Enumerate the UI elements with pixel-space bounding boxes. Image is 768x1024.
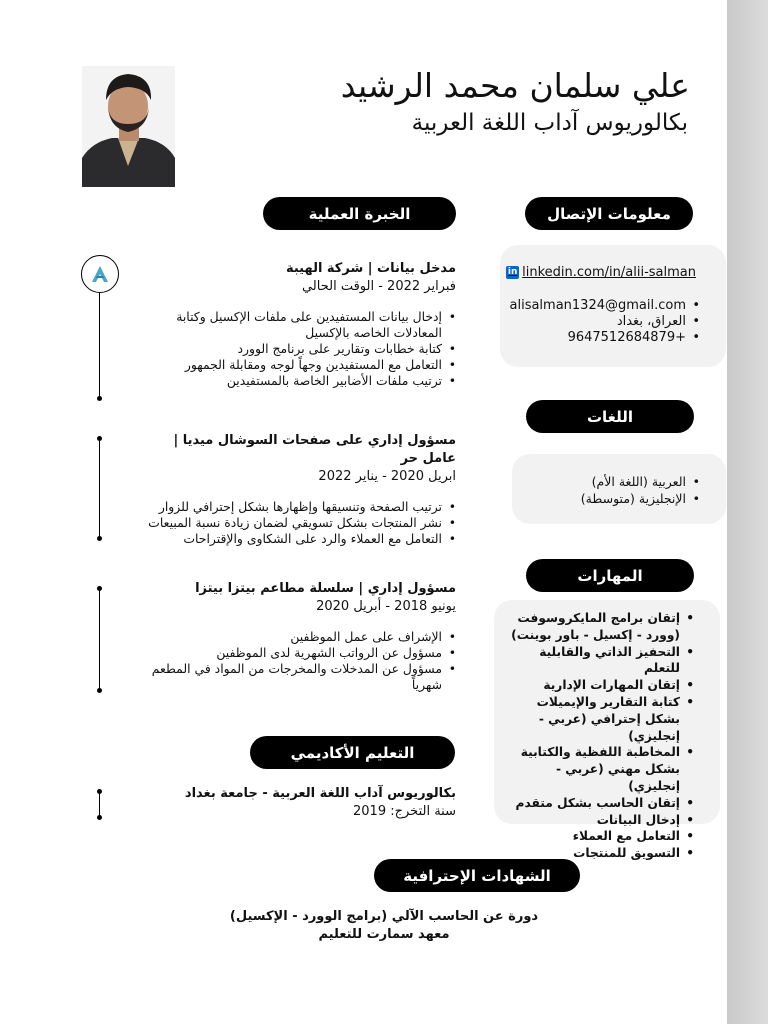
side-strip <box>727 0 768 1024</box>
job-date: ابريل 2020 - يناير 2022 <box>318 469 456 484</box>
duty-item: • ترتيب الصفحة وتنسيقها وإظهارها بشكل إحترافي للزوار <box>136 499 456 515</box>
education-heading: التعليم الأكاديمي <box>250 736 455 769</box>
timeline-dot <box>97 536 102 541</box>
timeline-line <box>99 588 100 690</box>
duty-item: • التعامل مع العملاء والرد على الشكاوى والإقتراحات <box>136 531 456 547</box>
skill-item: • كتابة التقارير والإيميلات بشكل إحترافي (عربي - إنجليزي) <box>508 694 694 744</box>
certificate-institute: معهد سمارت للتعليم <box>318 927 450 942</box>
contact-card <box>500 245 726 367</box>
graduation-year: سنة التخرج: 2019 <box>353 804 456 819</box>
timeline-dot <box>97 688 102 693</box>
certificate-course: دورة عن الحاسب الآلي (برامج الوورد - الإكسيل) <box>229 909 539 924</box>
contact-heading: معلومات الإتصال <box>525 197 693 230</box>
duty-item: • إدخال بيانات المستفيدين على ملفات الإكسيل وكتابة المعادلات الخاصه بالإكسيل <box>136 309 456 341</box>
experience-heading: الخبرة العملية <box>263 197 456 230</box>
experience-entry <box>136 432 456 547</box>
duty-item: • كتابة خطابات وتقارير على برنامج الوورد <box>136 341 456 357</box>
timeline-line <box>99 791 100 817</box>
job-title: مسؤول إداري | سلسلة مطاعم بيتزا بيتزا <box>195 581 456 596</box>
duty-item: • ترتيب ملفات الأضابير الخاصة بالمستفيدين <box>136 373 456 389</box>
duty-item: • الإشراف على عمل الموظفين <box>136 629 456 645</box>
language-item: • العربية (اللغة الأم) <box>581 473 700 490</box>
skill-item: • التحفيز الذاتي والقابلية للتعلم <box>508 644 694 678</box>
location: • العراق، بغداد <box>510 314 701 330</box>
duty-item: • مسؤول عن المدخلات والمخرجات من المواد في المطعم شهرياً <box>136 661 456 693</box>
job-duties <box>136 629 456 693</box>
languages-list <box>581 473 700 507</box>
education-entry <box>136 785 456 834</box>
education-title: بكالوريوس آداب اللغة العربية - جامعة بغداد <box>184 786 456 801</box>
linkedin-link[interactable] <box>506 265 696 280</box>
duty-item: • نشر المنتجات بشكل تسويقي لضمان زيادة نسبة المبيعات <box>136 515 456 531</box>
skill-item: • إتقان المهارات الإدارية <box>508 677 694 694</box>
skill-item: • إتقان الحاسب بشكل متقدم <box>508 795 694 812</box>
job-date: يونيو 2018 - أبريل 2020 <box>316 599 456 614</box>
skill-item: • التعامل مع العملاء <box>508 828 694 845</box>
job-duties <box>136 309 456 389</box>
linkedin-icon: in <box>507 267 518 277</box>
skills-heading: المهارات <box>526 559 694 592</box>
skills-card <box>494 600 720 861</box>
job-title: مدخل بيانات | شركة الهيبة <box>285 261 456 276</box>
timeline-line <box>99 438 100 538</box>
duty-item: • التعامل مع المستفيدين وجهاً لوجه ومقابلة الجمهور <box>136 357 456 373</box>
experience-entry <box>136 260 456 389</box>
contact-list <box>510 298 701 346</box>
job-title: مسؤول إداري على صفحات السوشال ميديا | عامل حر <box>173 433 456 466</box>
degree-subtitle: بكالوريوس آداب اللغة العربية <box>411 110 688 136</box>
email[interactable]: • alisalman1324@gmail.com <box>510 298 701 314</box>
skill-item: • إتقان برامج المايكروسوفت (وورد - إكسيل - باور بوينت) <box>508 610 694 644</box>
phone[interactable]: • 9647512684879+ <box>510 330 701 346</box>
duty-item: • مسؤول عن الرواتب الشهرية لدى الموظفين <box>136 645 456 661</box>
experience-entry <box>136 580 456 693</box>
job-duties <box>136 499 456 547</box>
timeline-dot <box>97 815 102 820</box>
skill-item: • إدخال البيانات <box>508 812 694 829</box>
language-item: • الإنجليزية (متوسطة) <box>581 490 700 507</box>
certificates-heading: الشهادات الإحترافية <box>374 859 580 892</box>
profile-photo <box>82 66 175 187</box>
timeline-line <box>99 293 100 398</box>
skills-list <box>508 610 694 862</box>
skill-item: • التسويق للمنتجات <box>508 845 694 862</box>
skill-item: • المخاطبة اللفظية والكتابية بشكل مهني (عربي - إنجليزي) <box>508 744 694 794</box>
linkedin-url: linkedin.com/in/alii-salman <box>522 265 696 280</box>
company-logo-icon <box>81 255 119 293</box>
languages-heading: اللغات <box>526 400 694 433</box>
languages-card <box>512 454 726 524</box>
full-name: علي سلمان محمد الرشيد <box>340 66 690 105</box>
job-date: فبراير 2022 - الوقت الحالي <box>301 279 456 294</box>
timeline-dot <box>97 396 102 401</box>
